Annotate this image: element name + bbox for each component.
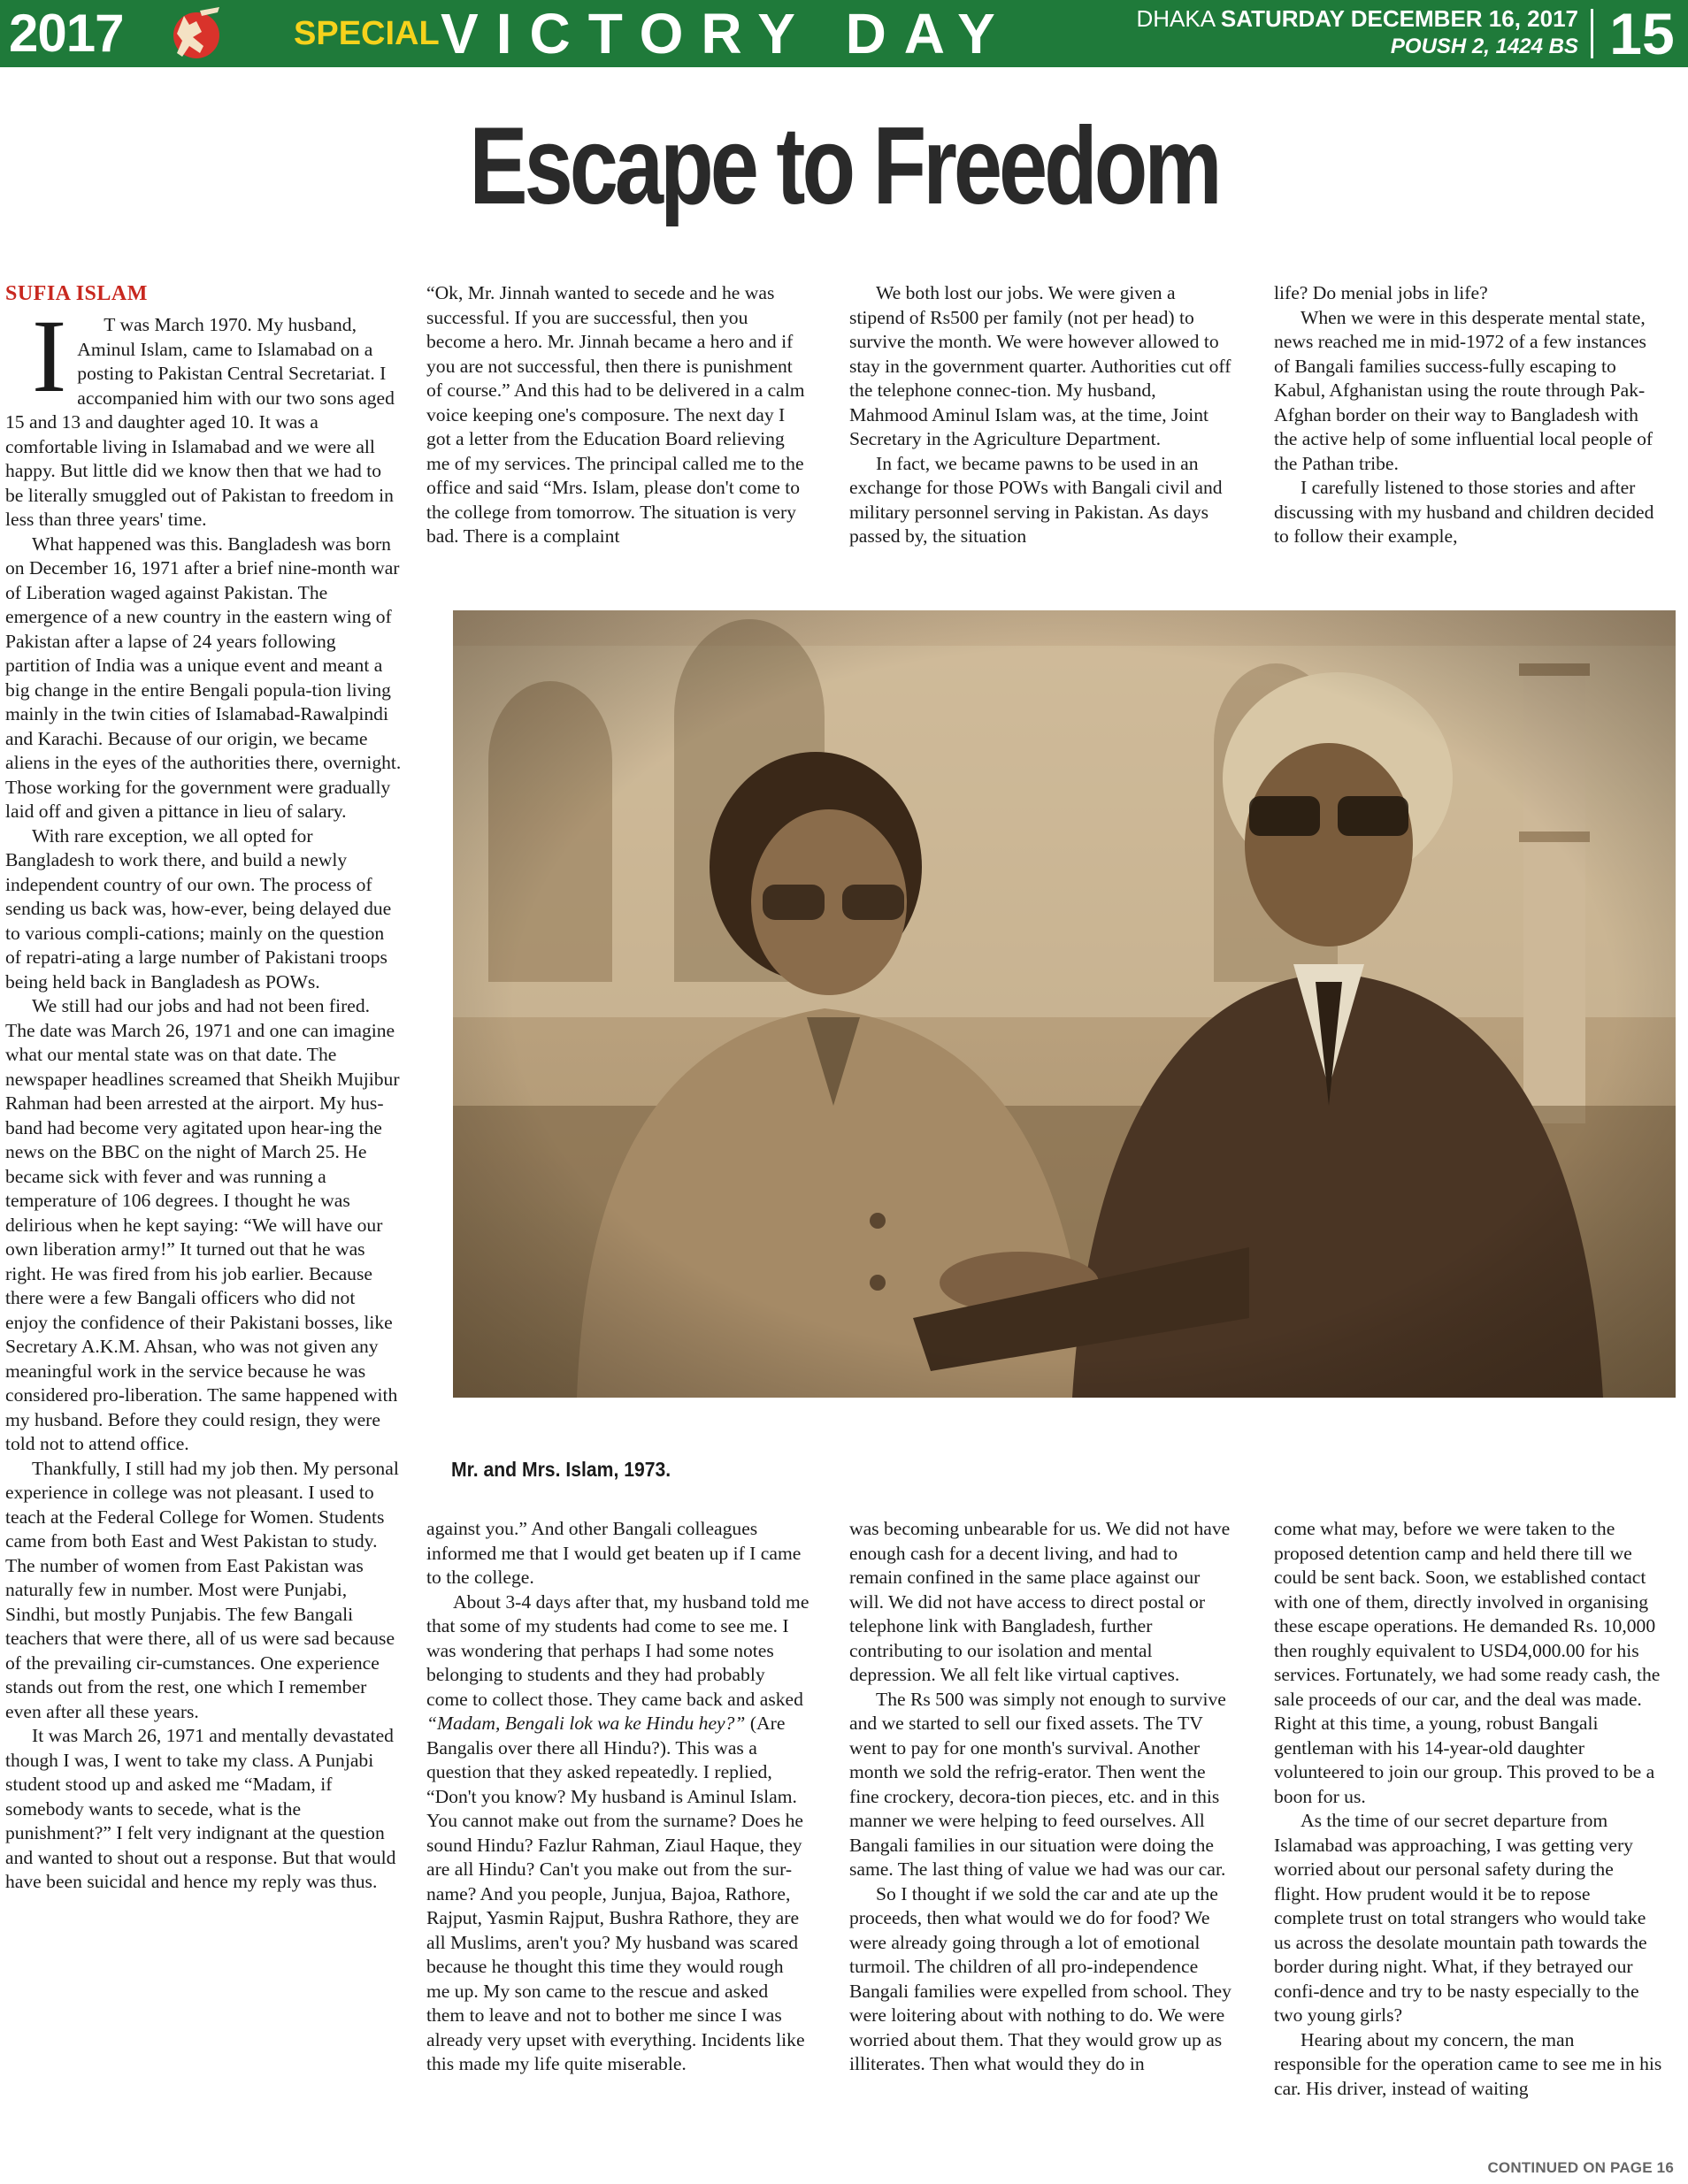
paragraph: I T was March 1970. My husband, Aminul Islam, came to Islamabad on a posting to Pakistan Central Secretariat. I accompanied him with our two sons aged 15 and 13 and daughter aged 10. It was a comfortable living in Islamabad and we were all happy. But little did we know then that we had to be literally smuggled out of Pakistan to freedom in less than three years' time. <box>5 298 395 530</box>
header-bengali-date: POUSH 2, 1424 BS <box>1390 34 1578 58</box>
photo-illustration <box>453 610 1676 1398</box>
paragraph: So I thought if we sold the car and ate up the proceeds, then what would we do for food? We were already going through a lot of emotional turmoil. The children of all pro-independence Bangali families were expelled from school. They were loitering about with nothing to do. We were worried about them. That they would grow up as illiterates. Then what would they do in <box>849 1882 1231 2074</box>
paragraph: It was March 26, 1971 and mentally devastated though I was, I went to take my class. A Punjabi student stood up and asked me “Madam, if somebody wants to secede, what is the punishment?” I felt very indignant at the question and wanted to shout out a response. But that would have been suicidal and hence my reply was thus. <box>5 1725 396 1892</box>
freedom-fighter-logo-icon <box>157 5 237 62</box>
drop-cap: I <box>32 298 67 414</box>
article-column-2-continued <box>426 1517 810 2077</box>
page-number: 15 <box>1609 1 1675 66</box>
header-band <box>0 0 1688 67</box>
paragraph: What happened was this. Bangladesh was born on December 16, 1971 after a brief nine-month war of Liberation waged against Pakistan. The emergence of a new country in the eastern wing of Pakistan after a lapse of 24 years following partition of India was a unique event and meant a big change in the entire Bengali popula-tion living mainly in the twin cities of Islamabad-Rawalpindi and Karachi. Because of our origin, we became aliens in the eyes of the authorities there, overnight. Those working for the government were gradually laid off and given a pittance in lieu of salary. <box>5 533 402 822</box>
paragraph: Thankfully, I still had my job then. My personal experience in college was not pleasant. I used to teach at the Federal College for Women. Students came from both East and West Pakistan to study. The number of women from East Pakistan was naturally few in number. Most were Punjabi, Sindhi, but mostly Punjabis. The few Bangali teachers that were there, all of us were sad because of the prevailing cir-cumstances. One experience stands out from the rest, one which I remember even after all these years. <box>5 1457 399 1722</box>
paragraph: I carefully listened to those stories and after discussing with my husband and children decided to follow their example, <box>1274 477 1654 547</box>
paragraph: against you.” And other Bangali colleagues informed me that I would get beaten up if I came to the college. <box>426 1518 802 1588</box>
article-column-4-continued <box>1274 1517 1663 2101</box>
paragraph: As the time of our secret departure from Islamabad was approaching, I was getting very worried about our personal safety during the flight. How prudent would it be to repose complete trust on total strangers who would take us across the desolate mountain path towards the border during night. What, if they betrayed our confi-dence and try to be nasty especially to the two young girls? <box>1274 1810 1647 2026</box>
italic-quote: “Madam, Bengali lok wa ke Hindu hey?” <box>426 1713 746 1734</box>
paragraph: come what may, before we were taken to the proposed detention camp and held there till we could be sent back. Soon, we established contact with one of them, directly involved in organising these escape operations. He demanded Rs. 10,000 then roughly equivalent to USD4,000.00 for his services. Fortunately, we had some ready cash, the sale proceeds of our car, and the deal was made. Right at this time, a young, robust Bangali gentleman with his 14-year-old daughter volunteered to join our group. This proved to be a boon for us. <box>1274 1518 1661 1807</box>
photo-caption: Mr. and Mrs. Islam, 1973. <box>451 1458 671 1481</box>
paragraph: Hearing about my concern, the man responsible for the operation came to see me in his car. His driver, instead of waiting <box>1274 2028 1662 2099</box>
header-city: DHAKA <box>1136 5 1215 32</box>
article-column-3-continued <box>849 1517 1233 2077</box>
header-divider <box>1591 9 1593 58</box>
article-column-3 <box>849 281 1233 549</box>
article-column-1 <box>5 281 402 1895</box>
article-column-2 <box>426 281 810 549</box>
paragraph: “Ok, Mr. Jinnah wanted to secede and he was successful. If you are successful, then you become a hero. Mr. Jinnah became a hero and if you are not successful, then there is punishment of course.” And this had to be delivered in a calm voice keeping one's composure. The next day I got a letter from the Education Board relieving me of my services. The principal called me to the office and said “Mrs. Islam, please don't come to the college from tomorrow. The situation is very bad. There is a complaint <box>426 282 805 547</box>
paragraph: We still had our jobs and had not been fired. The date was March 26, 1971 and one can imagine what our mental state was on that date. The newspaper headlines screamed that Sheikh Mujibur Rahman had been arrested at the airport. My hus-band had become very agitated upon hear-ing the news on the BBC on the night of March 25. He became sick with fever and was running a temperature of 106 degrees. I thought he was delirious when he kept saying: “We will have our own liberation army!” It turned out that he was right. He was fired from his job earlier. Because there were a few Bangali officers who did not enjoy the confidence of their Pakistani bosses, like Secretary A.K.M. Ahsan, who was not given any meaningful work in the service because he was considered pro-liberation. The same happened with my husband. Before they could resign, they were told not to attend office. <box>5 995 400 1454</box>
header-date: SATURDAY DECEMBER 16, 2017 <box>1220 5 1578 32</box>
paragraph: We both lost our jobs. We were given a stipend of Rs500 per family (not per head) to survive the month. We were however allowed to stay in the government quarter. Authorities cut off the telephone connec-tion. My husband, Mahmood Aminul Islam was, at the time, Joint Secretary in the Agriculture Department. <box>849 282 1231 449</box>
continued-on-page-link[interactable]: CONTINUED ON PAGE 16 <box>1487 2159 1674 2176</box>
paragraph: With rare exception, we all opted for Bangladesh to work there, and build a newly independent country of our own. The process of sending us back was, how-ever, being delayed due to various compli-cations; mainly on the question of repatri-ating a large number of Pakistani troops being held back in Bangladesh as POWs. <box>5 824 392 992</box>
paragraph: life? Do menial jobs in life? <box>1274 282 1488 303</box>
header-dateline <box>1137 5 1579 32</box>
article-headline: Escape to Freedom <box>469 105 1219 227</box>
article-column-4 <box>1274 281 1663 549</box>
paragraph: The Rs 500 was simply not enough to survive and we started to sell our fixed assets. The TV went to pay for one month's survival. Another month we sold the refrig-erator. Then went the fine crockery, decora-tion pieces, etc. and in this manner we were helping to feed ourselves. All Bangali families in our situation were doing the same. The last thing of value we had was our car. <box>849 1688 1226 1880</box>
byline: SUFIA ISLAM <box>5 282 148 305</box>
header-section-title: VICTORY DAY <box>441 2 1013 65</box>
paragraph: In fact, we became pawns to be used in an exchange for those POWs with Bangali civil and military personnel serving in Pakistan. As days passed by, the situation <box>849 452 1223 547</box>
article-photo <box>453 610 1676 1398</box>
paragraph: When we were in this desperate mental state, news reached me in mid-1972 of a few instances of Bangali families success-fully escaping to Kabul, Afghanistan using the route through Pak-Afghan border on their way to Bangladesh with the active help of some influential local people of the Pathan tribe. <box>1274 306 1653 474</box>
header-year: 2017 <box>9 4 124 63</box>
header-special: SPECIAL <box>294 15 440 52</box>
paragraph: was becoming unbearable for us. We did not have enough cash for a decent living, and had to remain confined in the same place against our will. We did not have access to direct postal or telephone link with Bangladesh, further contributing to our isolation and mental depression. We all felt like virtual captives. <box>849 1518 1231 1685</box>
paragraph: About 3-4 days after that, my husband told me that some of my students had come to see me. I was wondering that perhaps I had some notes belonging to students and they had probably come to collect those. They came back and asked “Madam, Bengali lok wa ke Hindu hey?” (Are Bangalis over there all Hindu?). This was a question that they asked repeatedly. I replied, “Don't you know? My husband is Aminul Islam. You cannot make out from the surname? Does he sound Hindu? Fazlur Rahman, Ziaul Haque, they are all Hindu? Can't you make out from the sur-name? And you people, Junjua, Bajoa, Rathore, Rajput, Yasmin Rajput, Bushra Rathore, they are all Muslims, aren't you? My husband was scared because he thought this time they would rough me up. My son came to the rescue and asked them to leave and not to bother me since I was already very upset with everything. Incidents like this made my life quite miserable. <box>426 1590 809 2074</box>
